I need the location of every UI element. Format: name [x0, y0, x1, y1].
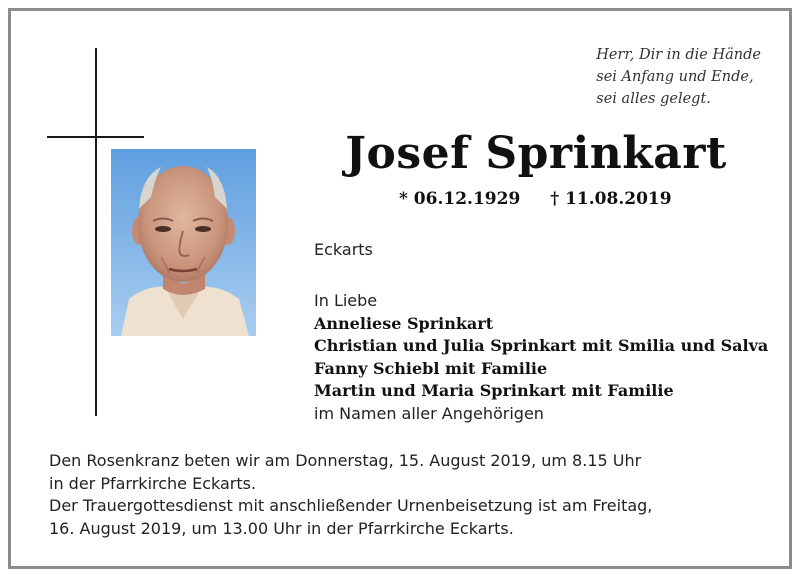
verse-line: sei alles gelegt. — [596, 91, 711, 107]
verse-line: sei Anfang und Ende, — [596, 69, 754, 85]
cross-horizontal-bar — [47, 136, 144, 138]
mourner-name: Martin und Maria Sprinkart mit Familie — [314, 381, 674, 400]
mourners-list — [314, 290, 768, 425]
birth-date: * 06.12.1929 — [399, 189, 521, 209]
death-date: † 11.08.2019 — [550, 189, 672, 209]
service-line: in der Pfarrkirche Eckarts. — [49, 473, 257, 493]
place-of-residence: Eckarts — [314, 240, 373, 259]
cross-vertical-bar — [95, 48, 97, 416]
service-line: Den Rosenkranz beten wir am Donnerstag, 15. August 2019, um 8.15 Uhr — [49, 451, 642, 470]
service-line: Der Trauergottesdienst mit anschließender Urnenbeisetzung ist am Freitag, — [49, 496, 653, 515]
portrait-photo — [111, 149, 256, 336]
mourner-name: Christian und Julia Sprinkart mit Smilia und Salva — [314, 336, 769, 355]
verse-line: Herr, Dir in die Hände — [596, 47, 761, 63]
mourner-name: Fanny Schiebl mit Familie — [314, 358, 548, 378]
mourners-closing: im Namen aller Angehörigen — [314, 403, 544, 423]
service-line: 16. August 2019, um 13.00 Uhr in der Pfarrkirche Eckarts. — [49, 518, 514, 538]
mourners-intro: In Liebe — [314, 291, 378, 310]
obituary-notice — [8, 8, 792, 569]
deceased-name: Josef Sprinkart — [345, 128, 727, 179]
verse — [596, 44, 761, 110]
mourner-name: Anneliese Sprinkart — [314, 313, 494, 333]
life-dates — [399, 189, 672, 209]
service-information — [49, 450, 652, 540]
